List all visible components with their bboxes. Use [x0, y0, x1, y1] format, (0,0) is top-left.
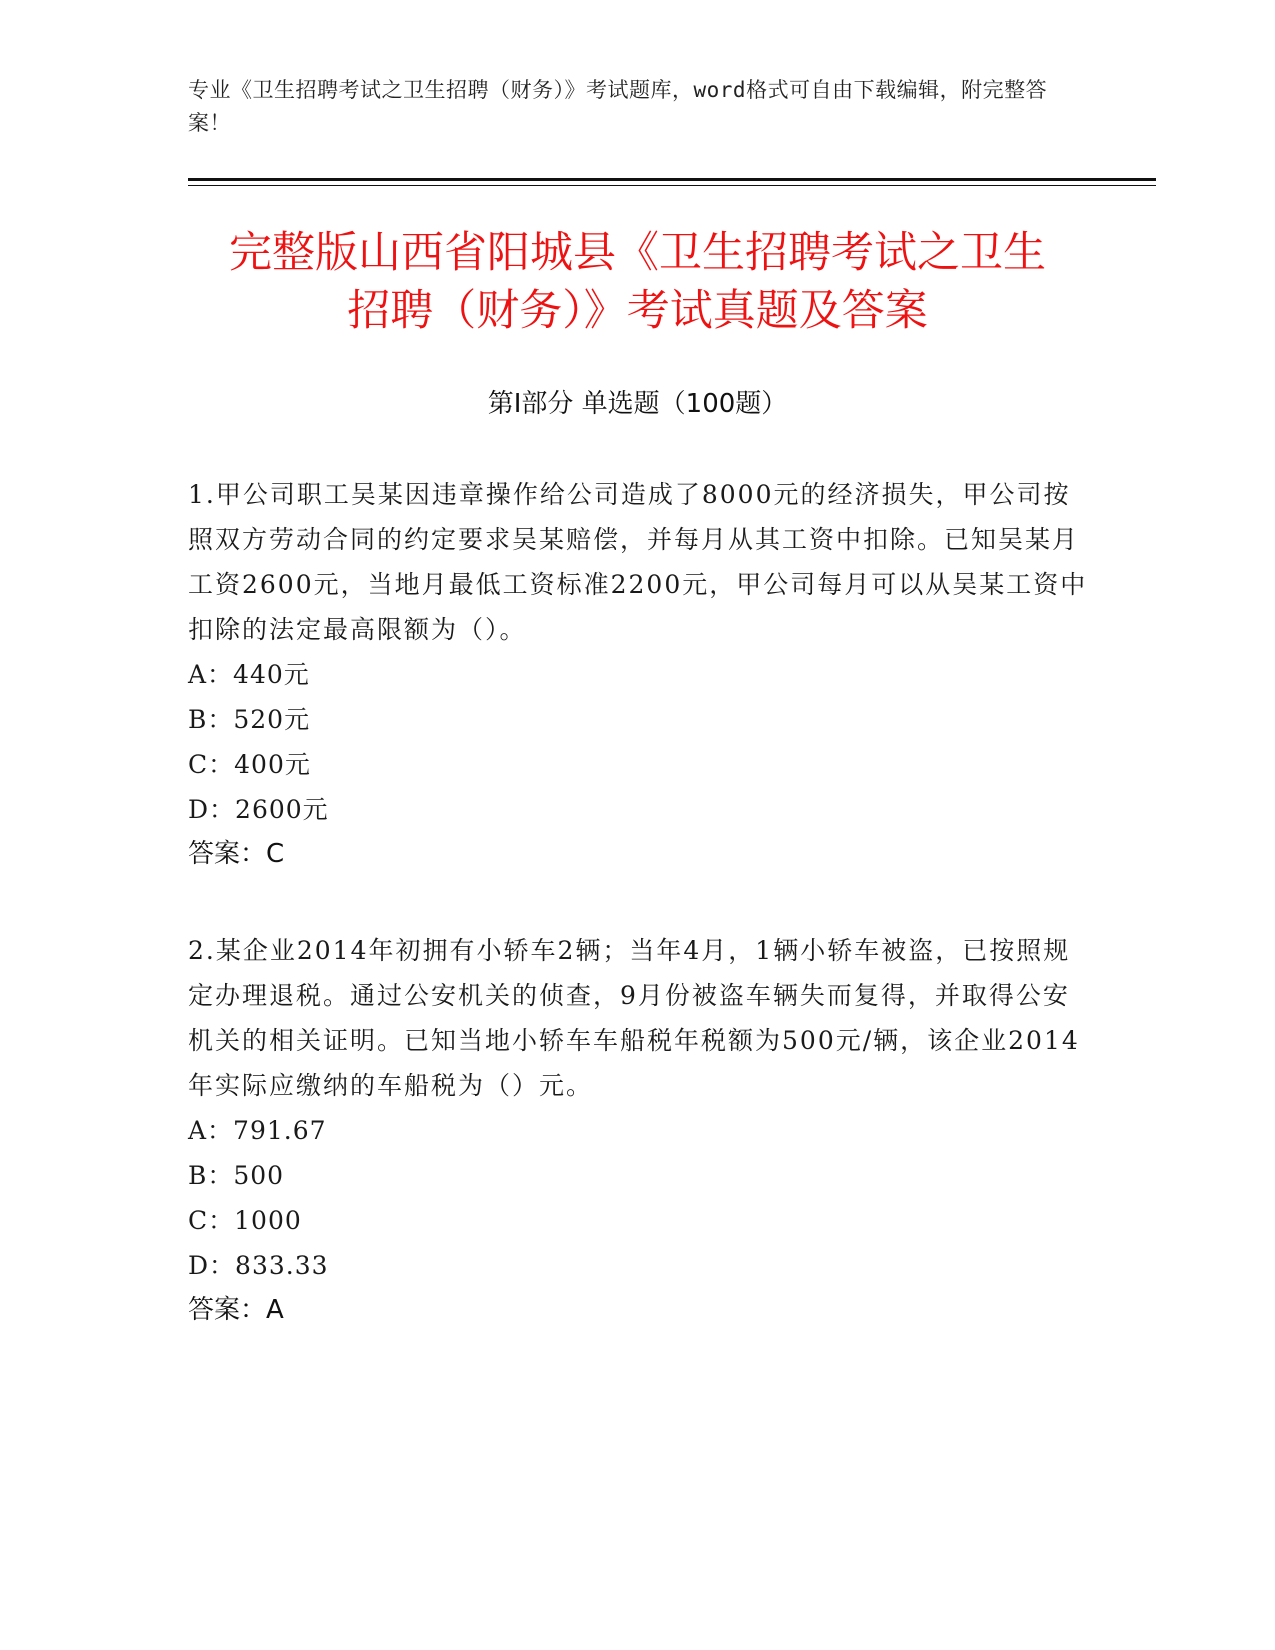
answer-line: 答案：A: [188, 1295, 284, 1325]
option-c: C：1000: [188, 1206, 302, 1235]
question-stem: 1.甲公司职工吴某因违章操作给公司造成了8000元的经济损失，甲公司按照双方劳动合同的约定要求吴某赔偿，并每月从其工资中扣除。已知吴某月工资2600元，当地月最低工资标准2200元，甲公司每月可以从吴某工资中扣除的法定最高限额为（）。: [188, 480, 1088, 644]
header-rule-thick: [188, 178, 1156, 181]
option-a: A：440元: [188, 660, 310, 689]
option-d: D：2600元: [188, 795, 329, 824]
option-b: B：500: [188, 1161, 285, 1190]
title-line-2: 招聘（财务）》考试真题及答案: [347, 286, 928, 336]
question-stem: 2.某企业2014年初拥有小轿车2辆；当年4月，1辆小轿车被盗，已按照规定办理退税。通过公安机关的侦查，9月份被盗车辆失而复得，并取得公安机关的相关证明。已知当地小轿车车船税年税额为500元/辆，该企业2014年实际应缴纳的车船税为（）元。: [188, 936, 1080, 1100]
option-c: C：400元: [188, 750, 311, 779]
section-heading: 第Ⅰ部分 单选题（100题）: [487, 389, 788, 419]
title-line-1: 完整版山西省阳城县《卫生招聘考试之卫生: [229, 228, 1046, 278]
answer-line: 答案：C: [188, 839, 285, 869]
question-1: [188, 472, 1088, 877]
option-b: B：520元: [188, 705, 311, 734]
document-title: [160, 224, 1115, 340]
option-d: D：833.33: [188, 1251, 329, 1280]
question-2: [188, 928, 1088, 1333]
header-rule-thin: [188, 185, 1156, 186]
header-note: 专业《卫生招聘考试之卫生招聘（财务）》考试题库，word格式可自由下载编辑，附完整答案！: [188, 78, 1048, 135]
option-a: A：791.67: [188, 1116, 327, 1145]
